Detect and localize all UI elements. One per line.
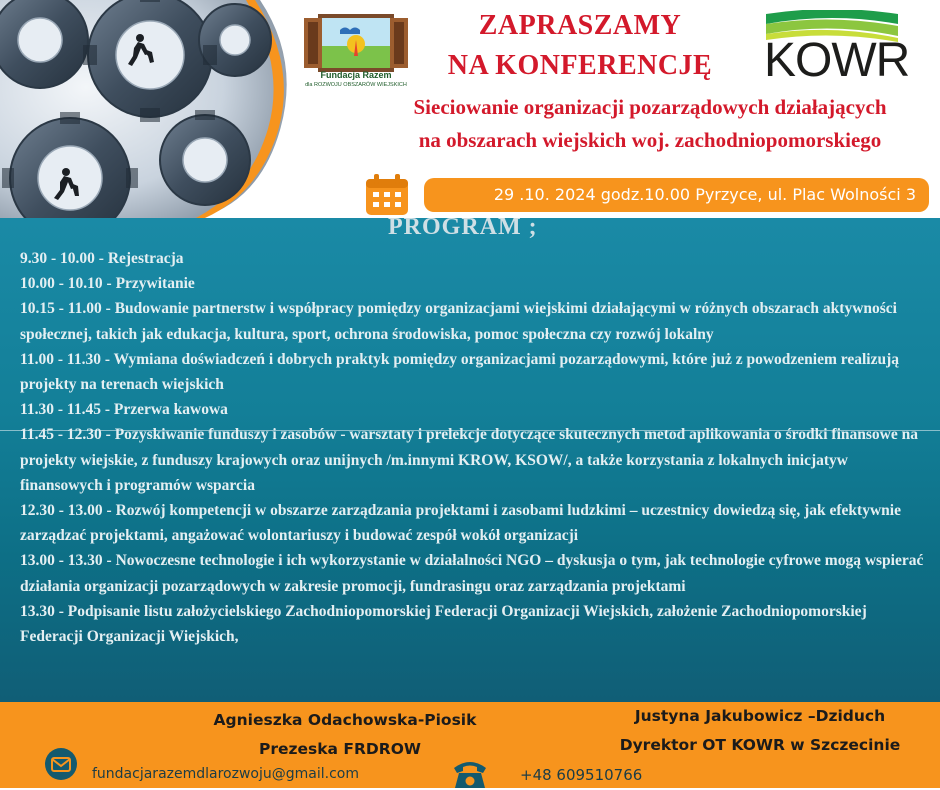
calendar-icon [364, 173, 410, 217]
program-item: 10.00 - 10.10 - Przywitanie [20, 275, 195, 293]
signatory1-role: Prezeska FRDROW [258, 740, 422, 758]
kowr-wordmark: KOWR [764, 34, 910, 87]
program-item: 13.00 - 13.30 - Nowoczesne technologie i ich wykorzystanie w działalności NGO – dyskusja o tym, jak technologie cyfrowe mogą wspierać działania organizacji pozarządowych w zakresie promocji, fundrasingu oraz zarządzania projektami [20, 552, 924, 595]
foundation-name: Fundacja Razem [320, 70, 392, 80]
contact-phone[interactable]: +48 609510766 [520, 766, 643, 784]
program-item: 11.30 - 11.45 - Przerwa kawowa [20, 401, 228, 419]
program-item: 12.30 - 13.00 - Rozwój kompetencji w obszarze zarządzania projektami i zasobami ludzkimi – uczestnicy dowiedzą się, jak efektywnie zarządzać projektami, angażować wolontariuszy i budować zespół wokół organizacji [20, 502, 901, 545]
program-item: 13.30 - Podpisanie listu założycielskiego Zachodniopomorskiej Federacji Organizacji Wiejskich, założenie Zachodniopomorskiej Federacji Organizacji Wiejskich, [20, 602, 867, 646]
phone-icon [450, 758, 490, 790]
program-item: 11.45 - 12.30 - Pozyskiwanie funduszy i zasobów - warsztaty i prelekcje dotyczące skutecznych metod aplikowania o środki finansowe na projekty wiejskie, z funduszy krajowych oraz unijnych /m.innymi KROW, KSOW/, a także korzystania z lokalnych inicjatyw finansowych i programów wsparcia [20, 426, 918, 494]
signatory2-name: Justyna Jakubowicz –Dziduch [634, 707, 886, 725]
date-location-text: 29 .10. 2024 godz.10.00 Pyrzyce, ul. Plac Wolności 3 [493, 185, 916, 204]
gears-illustration [0, 0, 290, 218]
program-item: 10.15 - 11.00 - Budowanie partnerstw i współpracy pomiędzy organizacjami wiejskimi działającymi w różnych obszarach aktywności społecznej, takich jak edukacja, kultura, sport, ochrona środowiska, pomoc społeczna czy rozwój lokalny [20, 300, 897, 343]
invitation-title-line1: ZAPRASZAMY [478, 10, 682, 41]
program-list [20, 246, 925, 649]
conference-topic-line1: Sieciowanie organizacji pozarządowych działających [413, 95, 887, 119]
conference-topic-line2: na obszarach wiejskich woj. zachodniopomorskiego [418, 128, 882, 152]
contact-email[interactable]: fundacjarazemdlarozwoju@gmail.com [92, 766, 359, 782]
program-item: 11.00 - 11.30 - Wymiana doświadczeń i dobrych praktyk pomiędzy organizacjami pozarządowymi, które już z powodzeniem realizują projekty na terenach wiejskich [20, 350, 900, 394]
signatory2-role: Dyrektor OT KOWR w Szczecinie [619, 736, 901, 754]
program-title: PROGRAM ; [388, 214, 538, 240]
invitation-title-line2: NA KONFERENCJĘ [447, 50, 713, 81]
mail-icon [44, 747, 78, 781]
foundation-subtitle: dla ROZWOJU OBSZARÓW WIEJSKICH [305, 82, 407, 88]
signatory1-name: Agnieszka Odachowska-Piosik [213, 711, 477, 729]
program-item: 9.30 - 10.00 - Rejestracja [20, 250, 184, 267]
